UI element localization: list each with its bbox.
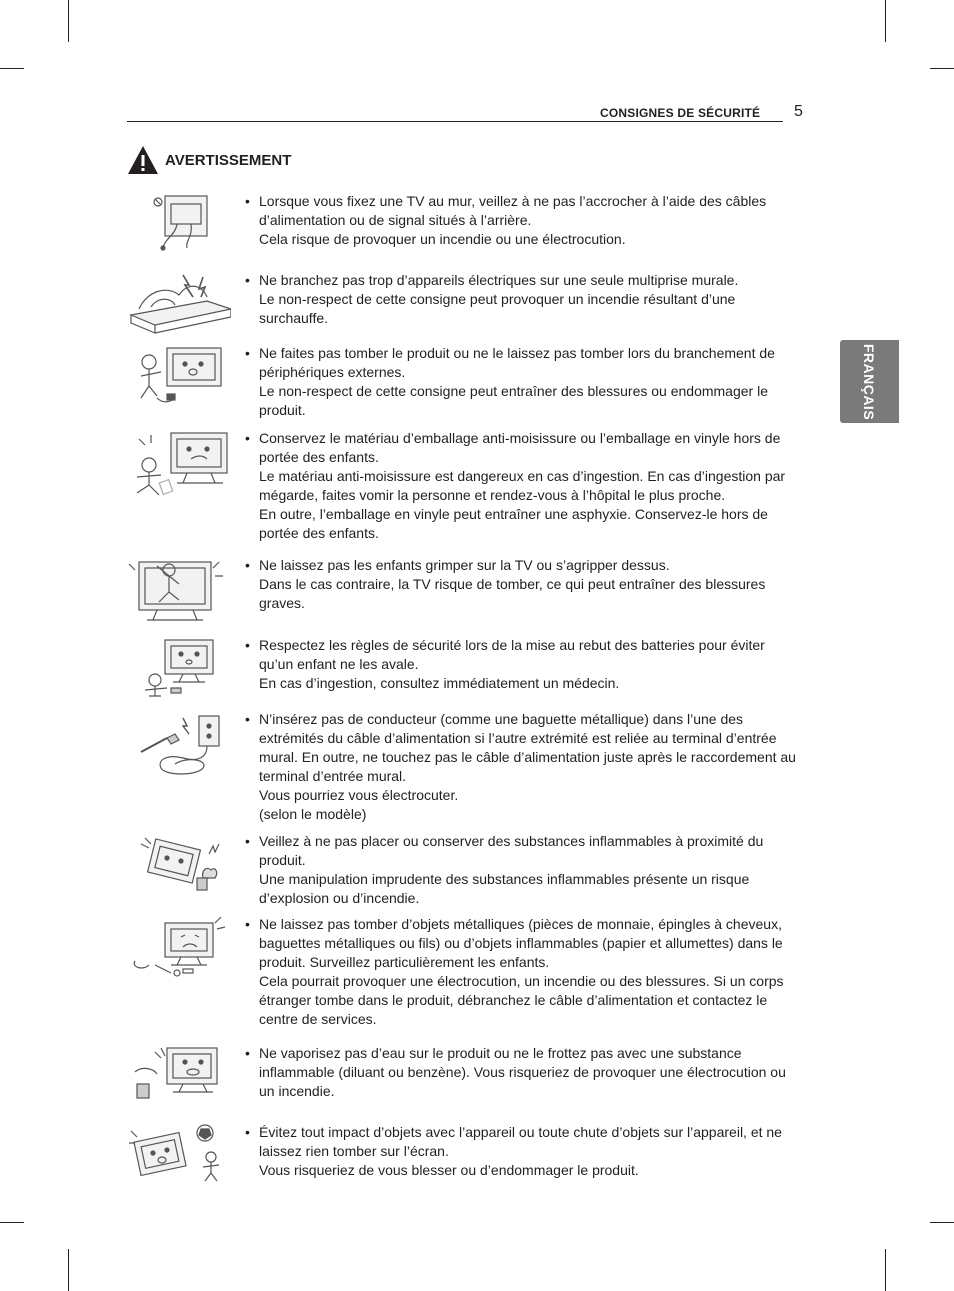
item-line: Veillez à ne pas placer ou conserver des substances inflammables à proximité du produit. xyxy=(259,833,764,868)
bullet-dot: • xyxy=(245,1124,250,1140)
crop-mark xyxy=(0,1222,24,1223)
bullet-dot: • xyxy=(245,637,250,653)
item-text xyxy=(245,271,797,328)
safety-item xyxy=(127,344,797,418)
item-text xyxy=(245,710,797,824)
illustration xyxy=(127,1044,227,1102)
child-battery-icon xyxy=(127,636,227,702)
safety-item xyxy=(127,915,797,1027)
item-line: Ne faites pas tomber le produit ou ne le laissez pas tomber lors du branchement de périphériques externes. xyxy=(259,345,775,380)
illustration xyxy=(127,710,227,780)
safety-item xyxy=(127,556,797,624)
language-tab-label: FRANÇAIS xyxy=(861,343,878,420)
item-line: Une manipulation imprudente des substances inflammables présente un risque d’explosion ou d’incendie. xyxy=(259,871,750,906)
item-text xyxy=(245,556,797,613)
crop-mark xyxy=(885,0,886,42)
item-line: Le non-respect de cette consigne peut entraîner des blessures ou endommager le produit. xyxy=(259,383,768,418)
safety-item xyxy=(127,636,797,702)
bullet-dot: • xyxy=(245,1045,250,1061)
child-packaging-icon xyxy=(127,429,231,499)
bullet-dot: • xyxy=(245,833,250,849)
item-line: Vous risqueriez de vous blesser ou d’endommager le produit. xyxy=(259,1162,639,1178)
bullet-dot: • xyxy=(245,193,250,209)
item-text xyxy=(245,1044,797,1101)
illustration xyxy=(127,271,227,337)
page-number: 5 xyxy=(794,103,803,120)
bullet-dot: • xyxy=(245,557,250,573)
illustration xyxy=(127,192,227,252)
illustration xyxy=(127,915,227,981)
item-line: Dans le cas contraire, la TV risque de tomber, ce qui peut entraîner des blessures graves. xyxy=(259,576,766,611)
bullet-dot: • xyxy=(245,430,250,446)
item-line: En cas d’ingestion, consultez immédiatement un médecin. xyxy=(259,675,620,691)
running-title: CONSIGNES DE SÉCURITÉ xyxy=(600,106,761,120)
crop-mark xyxy=(0,68,24,69)
spray-water-icon xyxy=(127,1044,227,1102)
header-rule xyxy=(127,121,783,122)
item-line: Lorsque vous fixez une TV au mur, veillez à ne pas l’accrocher à l’aide des câbles d’alimentation ou de signal situés à l’arrière. xyxy=(259,193,767,228)
ball-impact-icon xyxy=(127,1123,227,1183)
safety-item xyxy=(127,1044,797,1102)
item-line: Le matériau anti-moisissure est dangereux en cas d’ingestion. En cas d’ingestion par mégarde, faites vomir la personne et rendez-vous à l’hôpital le plus proche. xyxy=(259,468,786,503)
safety-item xyxy=(127,429,797,541)
item-text xyxy=(245,915,797,1029)
overloaded-power-strip-icon xyxy=(127,271,231,337)
item-line: N’insérez pas de conducteur (comme une baguette métallique) dans l’une des extrémités du câble d’alimentation si l’autre extrémité est reliée au terminal d’entrée mural. En outre, ne touchez pas le câble d’alimentation juste après le raccordement au terminal d’entrée mural. xyxy=(259,711,796,784)
illustration xyxy=(127,429,227,499)
warning-triangle-icon xyxy=(127,145,159,175)
item-text xyxy=(245,832,797,908)
item-text xyxy=(245,636,797,693)
item-line: Ne branchez pas trop d’appareils électriques sur une seule multiprise murale. xyxy=(259,272,739,288)
child-climbing-tv-icon xyxy=(127,556,227,624)
item-line: En outre, l’emballage en vinyle peut entraîner une asphyxie. Conservez-le hors de portée des enfants. xyxy=(259,506,768,541)
safety-item xyxy=(127,192,797,252)
warning-heading xyxy=(127,145,291,175)
language-tab xyxy=(840,340,899,423)
safety-item xyxy=(127,832,797,906)
item-line: Vous pourriez vous électrocuter. xyxy=(259,787,459,803)
crop-mark xyxy=(930,1222,954,1223)
item-line: Conservez le matériau d’emballage anti-moisissure ou l’emballage en vinyle hors de portée des enfants. xyxy=(259,430,781,465)
flammable-substances-icon xyxy=(127,832,227,894)
item-text xyxy=(245,429,797,543)
item-line: Évitez tout impact d’objets avec l’appareil ou toute chute d’objets sur l’appareil, et ne laissez rien tomber sur l’écran. xyxy=(259,1124,782,1159)
item-text xyxy=(245,1123,797,1180)
safety-item xyxy=(127,710,797,822)
safety-item xyxy=(127,271,797,337)
safety-item xyxy=(127,1123,797,1183)
item-line: Ne laissez pas les enfants grimper sur la TV ou s’agripper dessus. xyxy=(259,557,670,573)
item-line: (selon le modèle) xyxy=(259,806,367,822)
item-line: Respectez les règles de sécurité lors de la mise au rebut des batteries pour éviter qu’un enfant ne les avale. xyxy=(259,637,765,672)
crop-mark xyxy=(930,68,954,69)
item-text xyxy=(245,192,797,249)
item-text xyxy=(245,344,797,420)
crop-mark xyxy=(68,1249,69,1291)
item-line: Cela pourrait provoquer une électrocution, un incendie ou des blessures. Si un corps étranger tombe dans le produit, débranchez le câble d’alimentation et contactez le centre de services. xyxy=(259,973,784,1027)
item-line: Ne vaporisez pas d’eau sur le produit ou ne le frottez pas avec une substance inflammable (diluant ou benzène). Vous risqueriez de provoquer une électrocution ou un incendie. xyxy=(259,1045,786,1099)
bullet-dot: • xyxy=(245,711,250,727)
metal-objects-icon xyxy=(127,915,227,981)
illustration xyxy=(127,636,227,702)
illustration xyxy=(127,344,227,410)
illustration xyxy=(127,832,227,894)
bullet-dot: • xyxy=(245,272,250,288)
illustration xyxy=(127,1123,227,1183)
bullet-dot: • xyxy=(245,916,250,932)
falling-tv-connection-icon xyxy=(127,344,227,410)
crop-mark xyxy=(885,1249,886,1291)
tv-wall-mount-cables-icon xyxy=(127,192,217,252)
bullet-dot: • xyxy=(245,345,250,361)
warning-title: AVERTISSEMENT xyxy=(165,151,292,169)
item-line: Cela risque de provoquer un incendie ou une électrocution. xyxy=(259,231,626,247)
item-line: Ne laissez pas tomber d’objets métalliques (pièces de monnaie, épingles à cheveux, baguettes métalliques ou fils) ou d’objets inflammables (papier et allumettes) dans le produit. Surveillez particulièrement les enfants. xyxy=(259,916,783,970)
item-line: Le non-respect de cette consigne peut provoquer un incendie résultant d’une surchauffe. xyxy=(259,291,736,326)
conductor-power-cord-icon xyxy=(127,710,227,780)
illustration xyxy=(127,556,227,624)
crop-mark xyxy=(68,0,69,42)
